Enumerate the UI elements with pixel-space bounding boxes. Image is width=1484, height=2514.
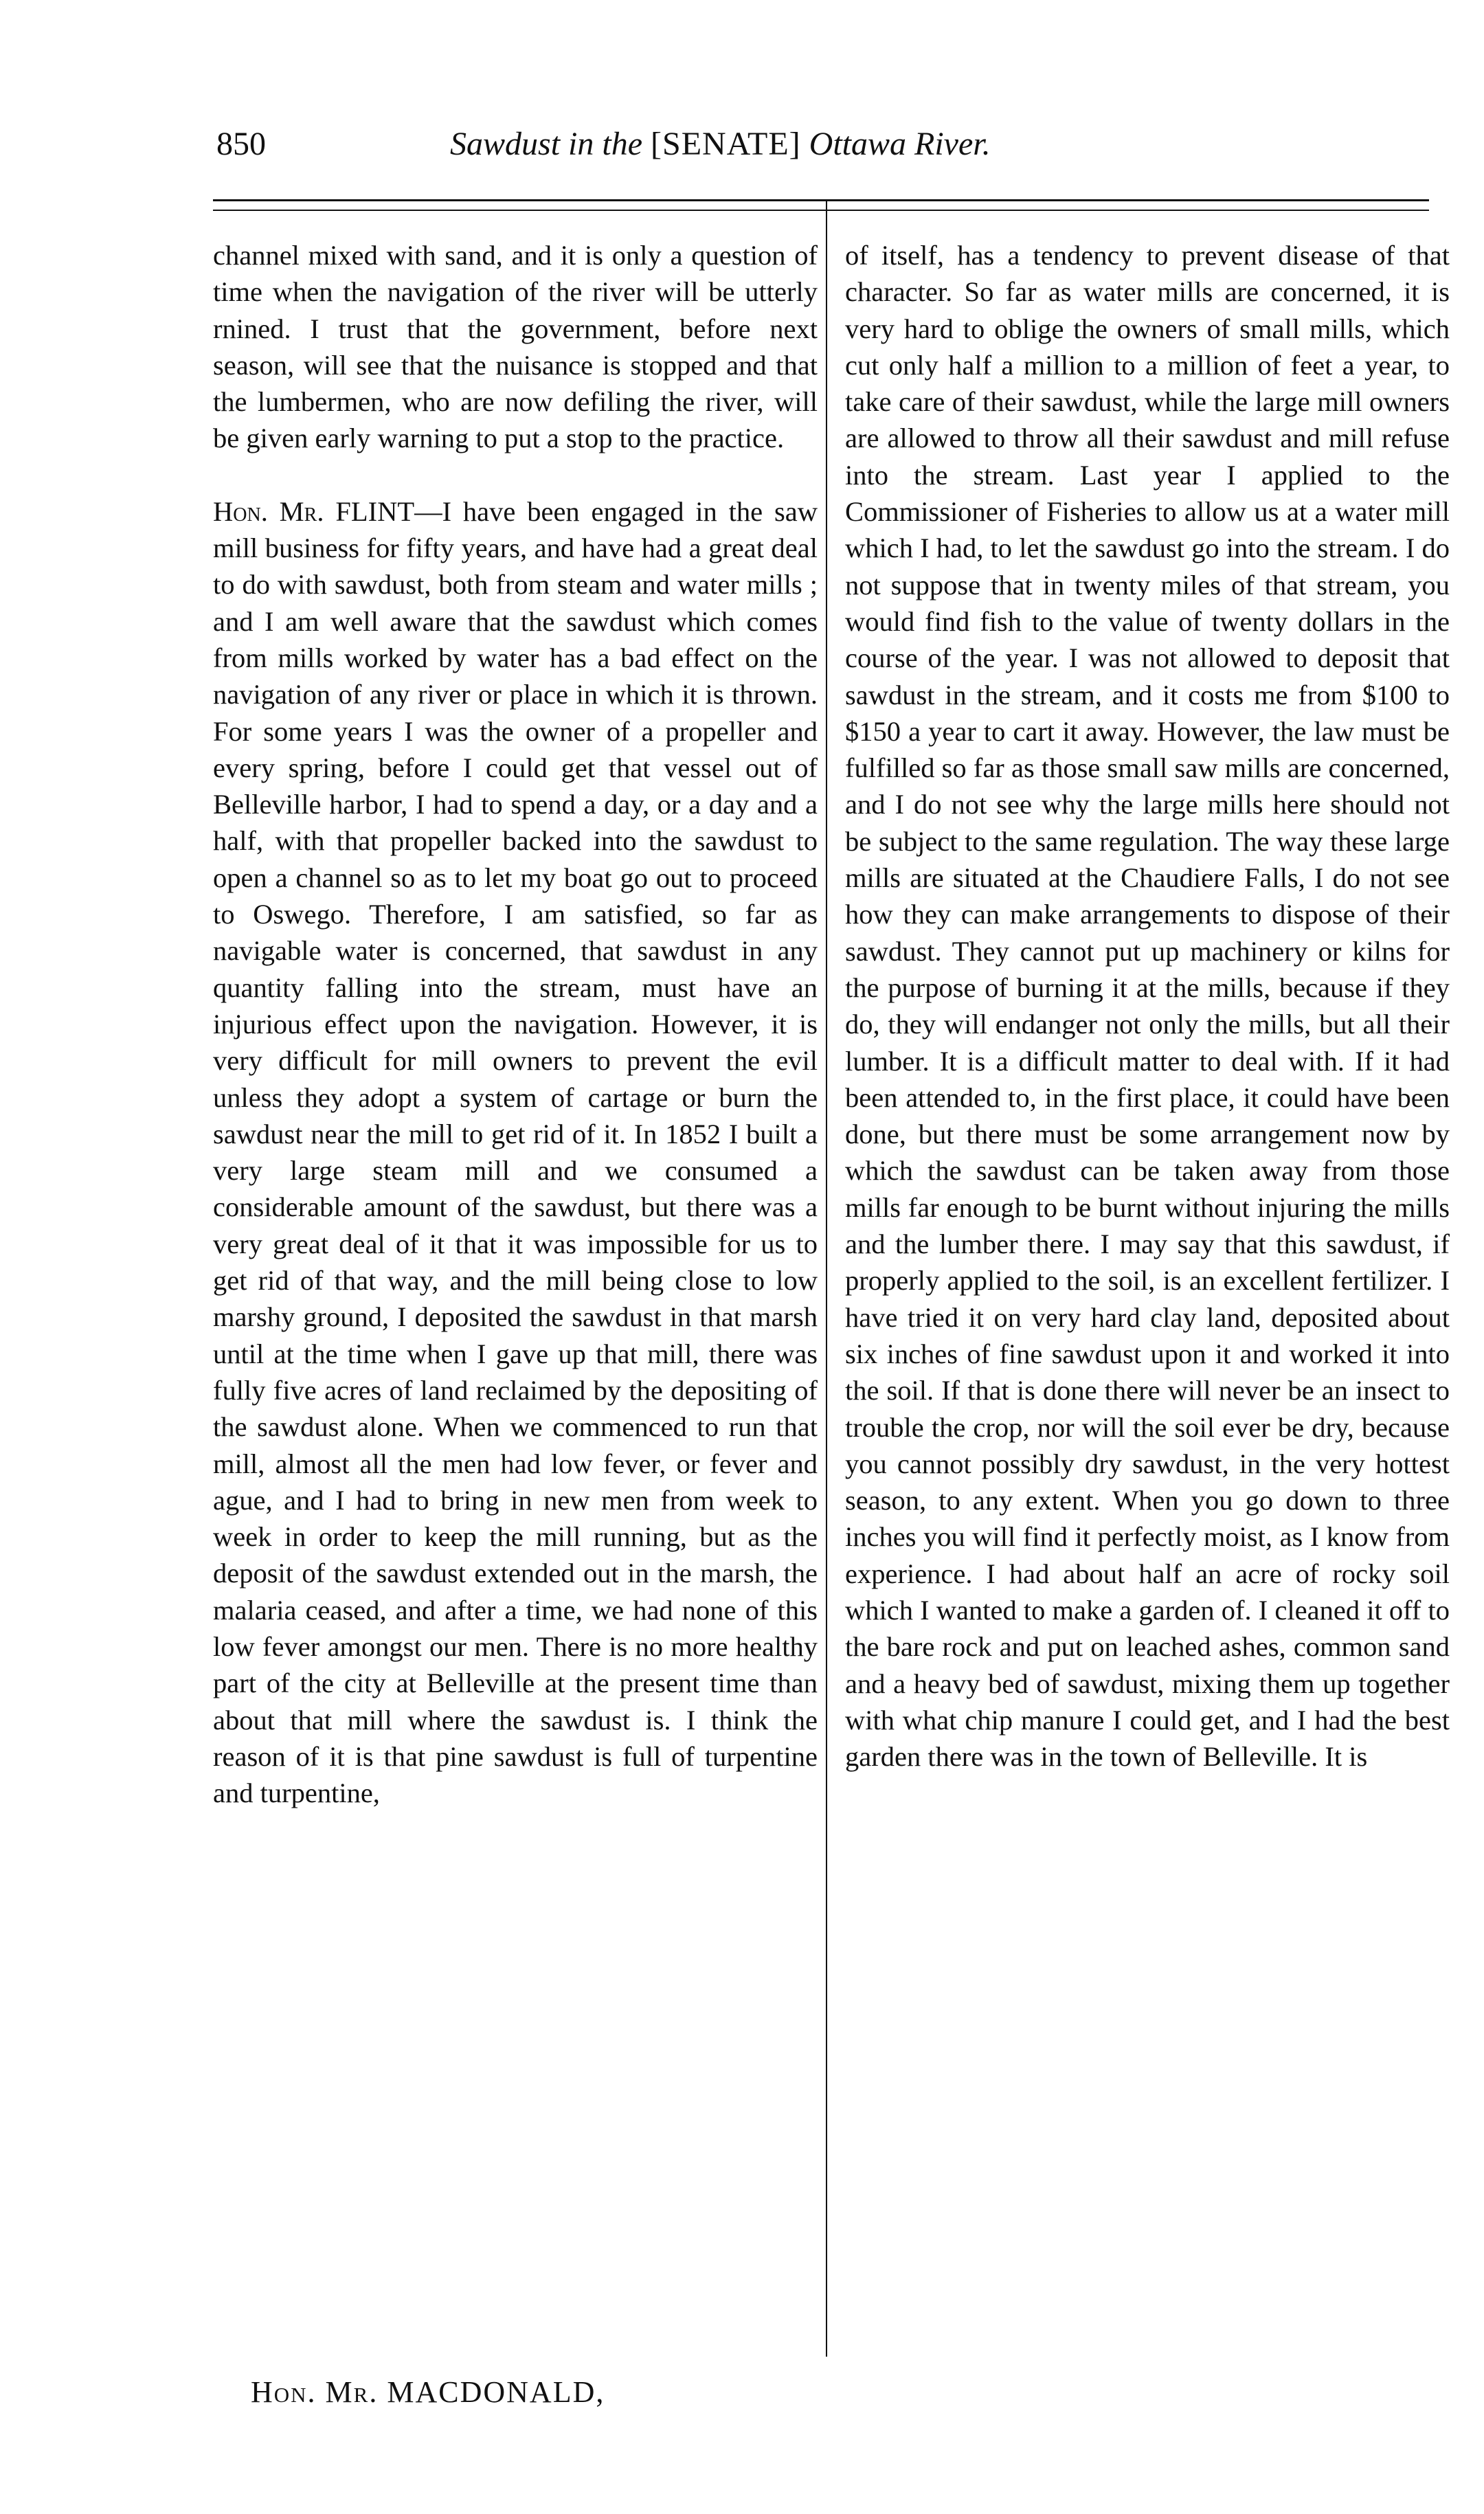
right-column: [845, 237, 1450, 1775]
column-divider: [826, 199, 827, 2357]
speech-text: —I have been engaged in the saw mill business for fifty years, and have had a great deal to do with sawdust, both from steam and water mills ; and I am well aware that the sawdust which comes from mills worked by water has a bad effect on the navigation of any river or place in which it is thrown. For some years I was the owner of a propeller and every spring, before I could get that vessel out of Belleville harbor, I had to spend a day, or a day and a half, with that propeller backed into the sawdust to open a channel so as to let my boat go out to proceed to Oswego. Therefore, I am satisfied, so far as navigable water is concerned, that sawdust in any quantity falling into the stream, must have an injurious effect upon the navigation. However, it is very difficult for mill owners to prevent the evil unless they adopt a system of cartage or burn the sawdust near the mill to get rid of it. In 1852 I built a very large steam mill and we consumed a considerable amount of the sawdust, but there was a very great deal of it that it was impossible for us to get rid of that way, and the mill being close to low marshy ground, I deposited the sawdust in that marsh until at the time when I gave up that mill, there was fully five acres of land reclaimed by the depositing of the sawdust alone. When we commenced to run that mill, almost all the men had low fever, or fever and ague, and I had to bring in new men from week to week in order to keep the mill running, but as the deposit of the sawdust extended out in the marsh, the malaria ceased, and after a time, we had none of this low fever amongst our men. There is no more healthy part of the city at Belleville at the present time than about that mill where the sawdust is. I think the reason of it is that pine sawdust is full of turpentine and turpentine,: [213, 495, 818, 1809]
header-rule-thick: [213, 199, 1429, 201]
running-title-chamber: [SENATE]: [651, 126, 801, 162]
running-title-left: Sawdust in the: [450, 126, 651, 162]
left-column: [213, 237, 818, 1811]
footer-catchword: Hon. Mr. MACDONALD,: [251, 2375, 605, 2409]
running-title-right: Ottawa River.: [800, 126, 991, 162]
left-paragraph-flint: [213, 493, 818, 1812]
left-paragraph-continuation: channel mixed with sand, and it is only a question of time when the navigation of the river will be utterly rnined. I trust that the government, before next season, will see that the nuisance is stopped and that the lumbermen, who are now defiling the river, will be given early warning to put a stop to the practice.: [213, 240, 818, 454]
running-title: [450, 117, 991, 172]
page-header: [216, 117, 1453, 172]
header-rule-thin: [213, 210, 1429, 211]
speaker-name: Hon. Mr. FLINT: [213, 495, 415, 527]
page-number: 850: [216, 126, 266, 162]
right-paragraph-continuation: of itself, has a tendency to prevent disease of that character. So far as water mills are concerned, it is very hard to oblige the owners of small mills, which cut only half a million to a million of feet a year, to take care of their sawdust, while the large mill owners are allowed to throw all their sawdust and mill refuse into the stream. Last year I applied to the Commissioner of Fisheries to allow us at a water mill which I had, to let the sawdust go into the stream. I do not suppose that in twenty miles of that stream, you would find fish to the value of twenty dollars in the course of the year. I was not allowed to deposit that sawdust in the stream, and it costs me from $100 to $150 a year to cart it away. However, the law must be fulfilled so far as those small saw mills are concerned, and I do not see why the large mills here should not be subject to the same regulation. The way these large mills are situated at the Chaudiere Falls, I do not see how they can make arrangements to dispose of their sawdust. They cannot put up machinery or kilns for the purpose of burning it at the mills, because if they do, they will endanger not only the mills, but all their lumber. It is a difficult matter to deal with. If it had been attended to, in the first place, it could have been done, but there must be some arrangement now by which the sawdust can be taken away from those mills far enough to be burnt without injuring the mills and the lumber there. I may say that this sawdust, if properly applied to the soil, is an excellent fertilizer. I have tried it on very hard clay land, deposited about six inches of fine sawdust upon it and worked it into the soil. If that is done there will never be an insect to trouble the crop, nor will the soil ever be dry, because you cannot possibly dry sawdust, in the very hottest season, to any extent. When you go down to three inches you will find it perfectly moist, as I know from experience. I had about half an acre of rocky soil which I wanted to make a garden of. I cleaned it off to the bare rock and put on leached ashes, common sand and a heavy bed of sawdust, mixing them up together with what chip manure I could get, and I had the best garden there was in the town of Belleville. It is: [845, 240, 1450, 1773]
